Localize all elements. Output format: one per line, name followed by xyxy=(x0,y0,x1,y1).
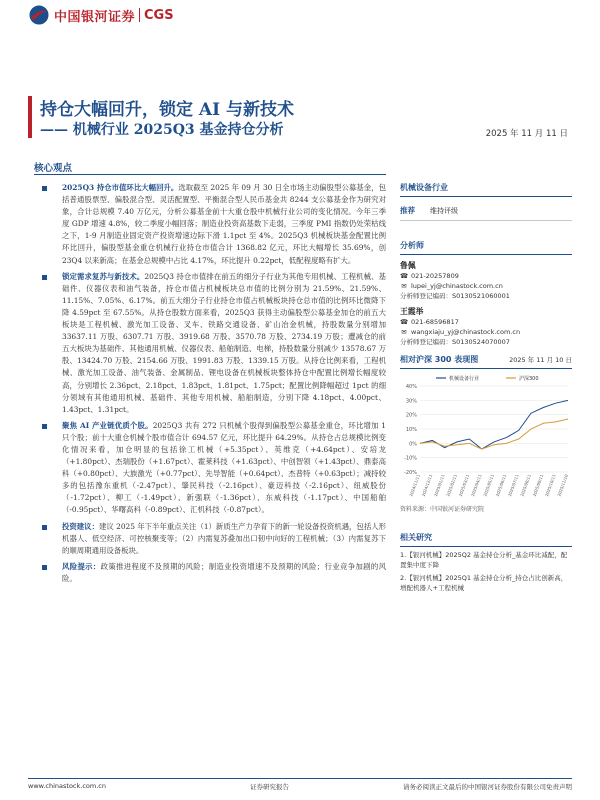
x-tick-label: 2025/02/11 xyxy=(445,473,458,498)
x-tick-label: 2024/12/11 xyxy=(420,473,434,498)
analyst-section xyxy=(400,240,572,347)
analyst-heading: 分析师 xyxy=(400,241,424,250)
footer-website[interactable]: www.chinastock.com.cn xyxy=(28,782,106,790)
x-tick-label: 2025/06/11 xyxy=(494,473,508,498)
footer-disclaimer: 请务必阅读正文最后的中国银河证券股份有限公司免责声明 xyxy=(403,783,572,791)
x-tick-label: 2025/04/11 xyxy=(470,473,483,498)
core-bullets xyxy=(34,182,386,589)
x-tick-label: 2025/11/10 xyxy=(556,473,569,498)
bullet-body: 2025Q3 持仓市值排在前五的细分子行业为其他专用机械、工程机械、基础件、仪器仪表和油气装备，持仓市值占机械板块总市值的比例分别为 21.59%、21.59%、11.15%、7.05%、6.17%。前五大细分子行业持仓市值占机械板块持仓总市值的比例环比微降下降 4.59pct 至 67.55%。从持仓股数方面来看，2025Q3 获得主动偏股型公募基金加仓的前五大板块是工程机械、激光加工设备、叉车、铁路交通设备、矿山冶金机械，持股数量分别增加 33637.11 万股、6307.71 万股、3919.68 万股、3570.78 万股、2734.19 万股；遭减仓的前五大板块为基础件、其他通用机械、仪器仪表、船舶制造、电梯，持股数量分别减少 13578.67 万股、13424.70 万股、2154.66 万股、1991.83 万股、1339.15 万股。从持仓比例来看，工程机械、激光加工设备、油气装备、金属制品、锂电设备在机械板块整体持仓中配置比例增长幅度较高，分别增长 2.36pct、2.18pct、1.83pct、1.81pct、1.75pct；配置比例降幅超过 1pct 的细分领域有其他通用机械、基础件、其他专用机械、船舶制造，分别下降 4.18pct、4.00pct、1.43pct、1.31pct。 xyxy=(62,271,386,414)
legend-label: 机械设备行业 xyxy=(449,376,480,382)
rating-value: 维持评级 xyxy=(430,206,458,215)
logo-divider xyxy=(139,8,140,22)
galaxy-logo-icon xyxy=(28,4,50,26)
bullet-lead: 聚焦 AI 产业链优质个股。 xyxy=(62,420,153,430)
analyst-phone: 021-20257809 xyxy=(411,272,459,280)
x-tick-label: 2025/07/11 xyxy=(507,473,520,498)
chart-divider xyxy=(400,368,572,369)
report-subtitle: —— 机械行业 2025Q3 基金持仓分析 xyxy=(40,122,284,138)
email-icon: ✉ xyxy=(401,328,407,336)
y-tick-label: 20% xyxy=(405,412,417,419)
research-link[interactable]: 1.【银河机械】2025Q2 基金持仓分析_基金环比减配，配置集中度下降 xyxy=(400,551,568,569)
analyst-cert: 分析师登记编码：S0130521060001 xyxy=(400,292,510,300)
industry-divider xyxy=(400,196,572,197)
analyst-divider xyxy=(400,254,572,255)
bullet-marker xyxy=(42,186,47,191)
analyst-email-row xyxy=(400,327,572,337)
footer-divider xyxy=(28,778,572,779)
report-title: 持仓大幅回升，锁定 AI 与新技术 xyxy=(40,100,294,120)
rating-label: 推荐 xyxy=(400,206,415,215)
phone-icon: ☎ xyxy=(400,272,409,280)
analyst-email[interactable]: lupei_yj@chinastock.com.cn xyxy=(411,282,503,290)
research-link[interactable]: 2.【银河机械】2025Q1 基金持仓分析_持仓占比创新高，增配机器人+工程机械 xyxy=(400,574,568,592)
analyst-email-row xyxy=(400,281,572,291)
research-divider xyxy=(400,546,572,547)
bullet-ai xyxy=(34,420,386,517)
y-tick-label: -10% xyxy=(404,455,417,462)
core-divider xyxy=(34,174,386,175)
chart-heading: 相对沪深 300 表现图 xyxy=(400,355,479,364)
brand-logo xyxy=(28,4,174,26)
analyst-name: 王霞举 xyxy=(400,307,424,316)
y-tick-label: 30% xyxy=(405,398,417,405)
research-section xyxy=(400,532,572,593)
analyst-email[interactable]: wangxiaju_yj@chinastock.com.cn xyxy=(411,328,521,336)
analyst-phone-row xyxy=(400,271,572,281)
series-line-2 xyxy=(420,419,568,449)
bullet-body: 选取截至 2025 年 09 月 30 日全市场主动偏股型公募基金，包括普通股票型、偏股混合型、灵活配置型、平衡混合型人民币基金共 8244 支公募基金作为研究对象，合计总规模 7.40 万亿元，分析公募基金前十大重仓股中机械行业公司的变化情况。今年三季度 GDP 增速 4.8%，较二季度小幅回落；制造业投资高基数下走弱，三季度 PMI 指数仍处荣枯线之下，1-9 月制造业固定资产投资增速边际下滑 1.1pct 至 4%。2025Q3 机械板块基金配置比例环比回升，偏股型基金重仓机械行业持仓市值合计 1368.82 亿元，环比大幅增长 35.69%，创 23Q4 以来新高；在基金总规模中占比 4.17%，环比提升 0.22pct，低配程度略有扩大。 xyxy=(62,183,386,265)
analyst-phone-row xyxy=(400,317,572,327)
bullet-advice xyxy=(34,521,386,557)
analyst-card xyxy=(400,306,572,347)
chart-title-row xyxy=(400,354,572,365)
bullet-body: 政策推进程度不及预期的风险；制造业投资增速不及预期的风险；行业竞争加剧的风险。 xyxy=(62,561,386,583)
bullet-marker xyxy=(42,525,47,530)
x-tick-label: 2025/01/11 xyxy=(433,473,446,498)
bullet-body: 2025Q3 共有 272 只机械个股得到偏股型公募基金重仓，环比增加 1 只个股；前十大重仓机械个股市值合计 694.57 亿元，环比提升 64.29%。从持仓占总规模比例变化情况来看，加仓明显的包括徐工机械（+5.35pct）、英维克（+4.64pct）、安培龙（+1.80pct）、杰瑞股份（+1.67pct）、霍莱科技（+1.63pct）、中创智领（+1.43pct）、鼎泰高科（+0.80pct）、大族激光（+0.77pct）、先导智能（+0.64pct）、杰普特（+0.63pct）；减持较多的包括豫东重机（-2.47pct）、肇民科技（-2.16pct）、豪迈科技（-2.16pct）、纽威股份（-1.72pct）、柳工（-1.49pct）、新强联（-1.36pct）、东威科技（-1.17pct）、中国船舶（-0.95pct）、华曙高科（-0.89pct）、汇机科技（-0.87pct）。 xyxy=(62,420,386,515)
bullet-lead: 风险提示： xyxy=(62,561,101,571)
x-tick-label: 2024/11/11 xyxy=(408,473,421,498)
bullet-risk xyxy=(34,561,386,585)
analyst-phone: 021-68596817 xyxy=(411,318,459,326)
analyst-name: 鲁佩 xyxy=(400,261,416,270)
bullet-lead: 2025Q3 持仓市值环比大幅回升。 xyxy=(62,183,179,192)
series-line-1 xyxy=(420,400,568,449)
bullet-marker xyxy=(42,565,47,570)
performance-chart-svg xyxy=(400,372,572,502)
bullet-marker xyxy=(42,424,47,429)
y-tick-label: 10% xyxy=(405,427,417,433)
report-date: 2025 年 11 月 11 日 xyxy=(485,129,568,139)
x-tick-label: 2025/09/11 xyxy=(531,473,545,498)
title-accent-bar xyxy=(28,96,32,138)
bullet-marker xyxy=(42,275,47,280)
x-tick-label: 2025/10/11 xyxy=(544,473,557,498)
email-icon: ✉ xyxy=(401,282,407,290)
industry-heading: 机械设备行业 xyxy=(400,183,448,192)
x-tick-label: 2025/03/11 xyxy=(457,473,471,498)
bullet-lead: 锁定需求复苏与新技术。 xyxy=(62,271,145,281)
bullet-body: 建议 2025 年下半年重点关注（1）新质生产力孕育下的新一轮设备投资机遇，包括人形机器人、低空经济、可控核聚变等；（2）内需复苏叠加出口韧中向好的工程机械；（3）内需复苏下的顺周期通用设备板块。 xyxy=(62,521,386,555)
y-tick-label: 0% xyxy=(409,441,417,448)
y-tick-label: -20% xyxy=(404,470,417,476)
logo-cn-text: 中国银河证券 xyxy=(54,9,136,25)
analyst-card xyxy=(400,260,572,301)
y-tick-label: 40% xyxy=(405,384,417,390)
footer-report-type: 证券研究报告 xyxy=(250,783,289,791)
core-heading: 核心观点 xyxy=(34,163,73,174)
bullet-holdings xyxy=(34,182,386,267)
bullet-demand xyxy=(34,271,386,416)
analyst-cert: 分析师登记编码：S0130524070007 xyxy=(400,338,510,346)
industry-section xyxy=(400,182,572,221)
legend-label: 沪深300 xyxy=(519,376,539,382)
chart-section xyxy=(400,354,572,513)
rating-row xyxy=(400,201,572,221)
bullet-lead: 投资建议： xyxy=(62,521,99,531)
logo-en-text: CGS xyxy=(144,7,174,23)
x-tick-label: 2025/05/11 xyxy=(482,473,495,498)
research-heading: 相关研究 xyxy=(400,533,432,542)
chart-source: 资料来源：中国银河证券研究院 xyxy=(400,506,485,513)
performance-chart xyxy=(400,372,572,502)
phone-icon: ☎ xyxy=(400,318,409,326)
chart-date: 2025 年 11 月 10 日 xyxy=(509,356,572,364)
x-tick-label: 2025/08/11 xyxy=(519,473,532,498)
